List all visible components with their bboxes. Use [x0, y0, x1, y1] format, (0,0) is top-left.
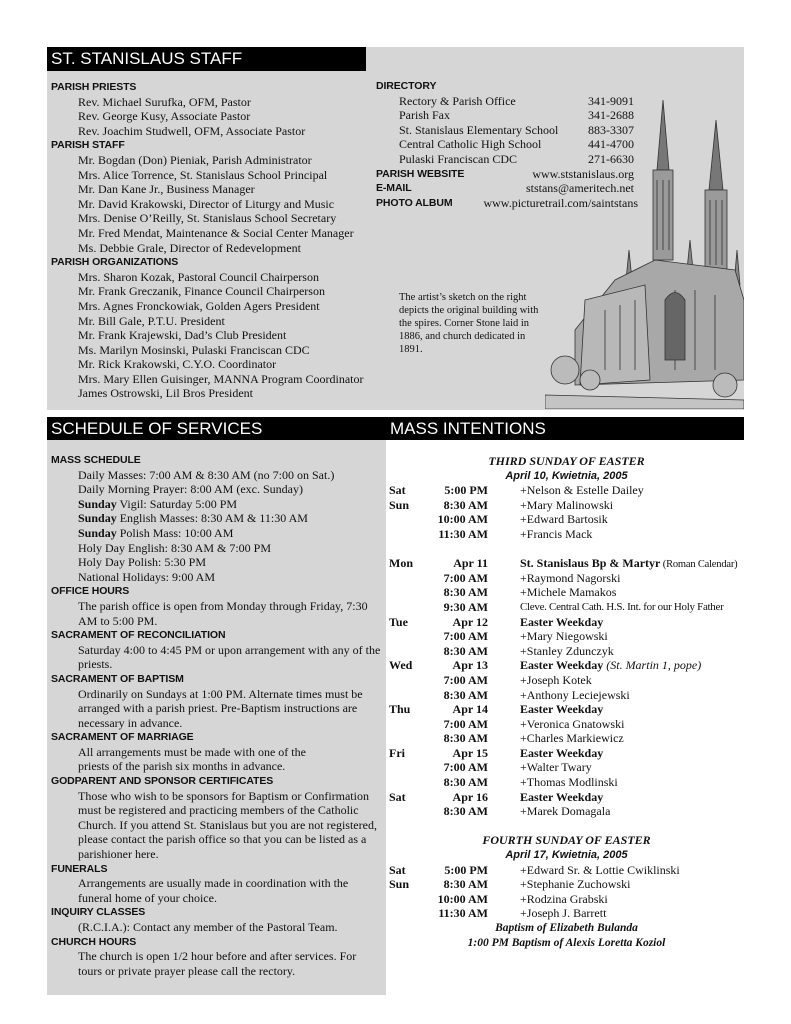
- organization-item: Ms. Marilyn Mosinski, Pulaski Franciscan CDC: [78, 342, 310, 357]
- third-sunday-title: THIRD SUNDAY OF EASTER: [488, 454, 645, 468]
- third-sunday-date: April 10, Kwietnia, 2005: [505, 469, 628, 482]
- organization-item: Mrs. Mary Ellen Guisinger, MANNA Program Coordinator: [78, 371, 364, 386]
- mass-intention-name: Easter Weekday: [520, 702, 604, 717]
- third-sunday-list: [389, 483, 744, 541]
- mass-time: 8:30 AM: [443, 585, 488, 600]
- mass-schedule-line: [51, 511, 385, 526]
- mass-intention: [520, 746, 744, 761]
- mass-intentions-column: [389, 454, 744, 950]
- mass-schedule-line: [51, 497, 385, 512]
- mass-day: [389, 527, 429, 542]
- fourth-sunday-title: FOURTH SUNDAY OF EASTER: [482, 833, 651, 848]
- email-label: E-MAIL: [376, 182, 412, 195]
- sketch-caption: The artist’s sketch on the right depicts the original building with the spires. Corner Stone laid in 1886, and church dedicated in 1891.: [399, 292, 539, 355]
- baptism-note-2: 1:00 PM Baptism of Alexis Loretta Koziol: [467, 936, 666, 949]
- mass-intention-row: [389, 892, 744, 907]
- godparent-heading: GODPARENT AND SPONSOR CERTIFICATES: [51, 775, 274, 788]
- mass-day: Wed: [389, 658, 413, 673]
- mass-intention-name: +Rodzina Grabski: [520, 891, 608, 906]
- directory-heading: DIRECTORY: [376, 80, 437, 92]
- mass-schedule-line: [51, 526, 385, 541]
- mass-intention-row: [389, 877, 744, 892]
- mass-schedule-text: English Masses: 8:30 AM & 11:30 AM: [116, 511, 308, 526]
- mass-time: 8:30 AM: [443, 877, 488, 892]
- mass-intention-row: [389, 760, 744, 775]
- baptism-note-1: Baptism of Elizabeth Bulanda: [495, 922, 638, 934]
- priest-item: Rev. George Kusy, Associate Pastor: [78, 109, 251, 124]
- staff-item: Mr. David Krakowski, Director of Liturgy and Music: [78, 196, 335, 211]
- mass-intention-row: [389, 746, 744, 761]
- mass-intention-row: [389, 498, 744, 513]
- organization-item: Mr. Frank Krajewski, Dad’s Club President: [78, 328, 287, 343]
- mass-intention: [520, 629, 744, 644]
- organization-item: James Ostrowski, Lil Bros President: [78, 386, 253, 401]
- mass-intention: [520, 512, 744, 527]
- mass-intention-name: +Francis Mack: [520, 526, 593, 541]
- mass-intentions-banner: MASS INTENTIONS: [386, 417, 744, 440]
- mass-intention-name: +Stephanie Zuchowski: [520, 877, 631, 892]
- staff-banner: ST. STANISLAUS STAFF: [47, 47, 366, 71]
- mass-intention-name: Cleve. Central Cath. H.S. Int. for our Holy Father: [520, 600, 724, 613]
- mass-schedule-text: National Holidays: 9:00 AM: [78, 569, 215, 584]
- mass-intention-row: [389, 775, 744, 790]
- staff-item: Mr. Dan Kane Jr., Business Manager: [78, 182, 255, 197]
- godparent-text: Those who wish to be sponsors for Baptism or Confirmation must be registered and practicing members of the Catholic Church. If you attend St. Stanislaus but you are not registered, please contact the parish office so that you can be listed as a parishioner here.: [78, 788, 377, 862]
- mass-intention: [520, 731, 744, 746]
- mass-schedule-text: Polish Mass: 10:00 AM: [116, 525, 234, 540]
- mass-schedule-line: [51, 570, 385, 585]
- mass-time: 11:30 AM: [438, 906, 488, 921]
- mass-intention-name: Easter Weekday: [520, 745, 604, 760]
- mass-intention-name: St. Stanislaus Bp & Martyr: [520, 556, 661, 571]
- office-hours-text: The parish office is open from Monday through Friday, 7:30 AM to 5:00 PM.: [78, 598, 368, 628]
- mass-day: [389, 804, 429, 819]
- mass-intention-row: [389, 702, 744, 717]
- schedule-banner: SCHEDULE OF SERVICES: [47, 417, 386, 440]
- mass-intention-name: +Joseph Kotek: [520, 672, 592, 687]
- mass-intention-name: +Thomas Modlinski: [520, 775, 618, 790]
- mass-time: Apr 11: [453, 556, 488, 571]
- mass-intention-row: [389, 629, 744, 644]
- mass-intention-name: Easter Weekday: [520, 658, 604, 673]
- church-hours-text: The church is open 1/2 hour before and after services. For tours or private prayer please call the rectory.: [78, 949, 357, 978]
- mass-intention-row: [389, 615, 744, 630]
- mass-schedule-text: Holy Day English: 8:30 AM & 7:00 PM: [78, 540, 272, 555]
- directory-phone: 441-4700: [588, 137, 634, 152]
- directory-phone: 883-3307: [588, 122, 634, 137]
- marriage-heading: SACRAMENT OF MARRIAGE: [51, 731, 194, 744]
- priest-item: Rev. Joachim Studwell, OFM, Associate Pastor: [78, 123, 306, 138]
- mass-intention-note: (St. Martin 1, pope): [603, 658, 702, 673]
- mass-time: 8:30 AM: [443, 687, 488, 702]
- mass-intention-name: +Veronica Gnatowski: [520, 716, 625, 731]
- funerals-heading: FUNERALS: [51, 862, 108, 875]
- mass-schedule-text: Daily Masses: 7:00 AM & 8:30 AM (no 7:00 on Sat.): [78, 467, 335, 482]
- mass-schedule-day: Sunday: [78, 511, 117, 526]
- mass-day: Thu: [389, 702, 411, 717]
- mass-intention: [520, 600, 744, 615]
- reconciliation-heading: SACRAMENT OF RECONCILIATION: [51, 629, 226, 642]
- mass-intention-row: [389, 585, 744, 600]
- mass-schedule-text: Daily Morning Prayer: 8:00 AM (exc. Sunday): [78, 482, 303, 497]
- schedule-column: [51, 453, 385, 978]
- mass-day: Mon: [389, 556, 413, 571]
- mass-time: 10:00 AM: [437, 512, 488, 527]
- mass-intention-name: +Michele Mamakos: [520, 585, 617, 600]
- mass-intention-name: +Edward Bartosik: [520, 512, 608, 527]
- mass-intention: [520, 688, 744, 703]
- mass-day: [389, 629, 429, 644]
- mass-time: 7:00 AM: [443, 672, 488, 687]
- fourth-sunday-date: April 17, Kwietnia, 2005: [505, 849, 628, 862]
- priests-list: [51, 95, 381, 139]
- mass-time: Apr 16: [452, 789, 488, 804]
- mass-schedule-heading: MASS SCHEDULE: [51, 454, 141, 466]
- mass-time: 8:30 AM: [443, 497, 488, 512]
- mass-intention-row: [389, 790, 744, 805]
- mass-time: 7:00 AM: [443, 716, 488, 731]
- mass-intention-name: +Raymond Nagorski: [520, 570, 621, 585]
- mass-intention: [520, 775, 744, 790]
- mass-day: Fri: [389, 745, 405, 760]
- funerals-text: Arrangements are usually made in coordination with the funeral home of your choice.: [78, 876, 349, 905]
- inquiry-classes-heading: INQUIRY CLASSES: [51, 906, 146, 919]
- mass-day: Tue: [389, 614, 408, 629]
- mass-time: 7:00 AM: [443, 760, 488, 775]
- priest-item: Rev. Michael Surufka, OFM, Pastor: [78, 94, 251, 109]
- mass-time: 7:00 AM: [443, 629, 488, 644]
- organization-item: Mrs. Sharon Kozak, Pastoral Council Chairperson: [78, 269, 319, 284]
- mass-intention-name: +Joseph J. Barrett: [520, 906, 607, 921]
- mass-intention: [520, 906, 744, 921]
- mass-intention-name: Easter Weekday: [520, 789, 604, 804]
- mass-day: [389, 760, 429, 775]
- mass-intention-row: [389, 717, 744, 732]
- directory-name: Parish Fax: [399, 108, 450, 123]
- baptism-text: Ordinarily on Sundays at 1:00 PM. Alternate times must be arranged with a parish priest. Pre-Baptism instructions are necessary in advance.: [78, 686, 363, 730]
- mass-intention: [520, 498, 744, 513]
- mass-intention-row: [389, 731, 744, 746]
- mass-intention-name: +Edward Sr. & Lottie Cwiklinski: [520, 862, 680, 877]
- mass-intention-name: +Marek Domagala: [520, 804, 611, 819]
- mass-intention-row: [389, 644, 744, 659]
- mass-time: 8:30 AM: [443, 775, 488, 790]
- mass-intention-row: [389, 512, 744, 527]
- office-hours-heading: OFFICE HOURS: [51, 585, 130, 598]
- mass-intention: [520, 877, 744, 892]
- mass-time: Apr 13: [452, 658, 488, 673]
- mass-intention: [520, 892, 744, 907]
- mass-day: [389, 585, 429, 600]
- website-label: PARISH WEBSITE: [376, 167, 465, 180]
- mass-day: Sat: [389, 789, 406, 804]
- mass-schedule-line: [51, 555, 385, 570]
- mass-time: 7:00 AM: [443, 570, 488, 585]
- mass-time: Apr 15: [452, 745, 488, 760]
- photo-album-link[interactable]: www.picturetrail.com/saintstans: [483, 195, 638, 210]
- priests-heading: PARISH PRIESTS: [51, 81, 137, 93]
- mass-day: [389, 906, 429, 921]
- photo-album-label: PHOTO ALBUM: [376, 196, 453, 209]
- mass-intention-name: +Anthony Leciejewski: [520, 687, 630, 702]
- mass-day: [389, 731, 429, 746]
- mass-intention-name: +Mary Malinowski: [520, 497, 614, 512]
- organization-item: Mr. Rick Krakowski, C.Y.O. Coordinator: [78, 357, 277, 372]
- mass-day: [389, 717, 429, 732]
- website-link[interactable]: www.ststanislaus.org: [532, 166, 634, 181]
- mass-time: Apr 12: [452, 614, 488, 629]
- mass-intention-row: [389, 527, 744, 542]
- mass-intention: [520, 527, 744, 542]
- inquiry-classes-text: (R.C.I.A.): Contact any member of the Pastoral Team.: [78, 920, 338, 934]
- mass-intention-row: [389, 600, 744, 615]
- mass-intention-name: +Mary Niegowski: [520, 629, 608, 644]
- organizations-heading: PARISH ORGANIZATIONS: [51, 256, 179, 269]
- directory-name: Rectory & Parish Office: [399, 93, 516, 108]
- directory-phone: 341-2688: [588, 108, 634, 123]
- mass-day: [389, 512, 429, 527]
- mass-intention-row: [389, 556, 744, 571]
- church-sketch-image: [545, 100, 744, 409]
- mass-day: Sun: [389, 497, 410, 512]
- staff-heading: PARISH STAFF: [51, 139, 125, 152]
- mass-time: 8:30 AM: [443, 804, 488, 819]
- mass-intention-name: +Charles Markiewicz: [520, 731, 624, 746]
- mass-schedule-line: [51, 468, 385, 483]
- mass-intention-note: (Roman Calendar): [660, 559, 738, 571]
- mass-day: [389, 644, 429, 659]
- mass-day: [389, 571, 429, 586]
- mass-schedule-line: [51, 541, 385, 556]
- directory-name: Pulaski Franciscan CDC: [399, 151, 517, 166]
- email-link[interactable]: ststans@ameritech.net: [525, 181, 634, 196]
- mass-intention: [520, 717, 744, 732]
- organization-item: Mrs. Agnes Fronckowiak, Golden Agers President: [78, 298, 320, 313]
- mass-intention: [520, 556, 744, 571]
- mass-intention-name: +Nelson & Estelle Dailey: [520, 483, 644, 498]
- directory-phone: 341-9091: [588, 93, 634, 108]
- mass-day: [389, 673, 429, 688]
- mass-intention: [520, 658, 744, 673]
- mass-intention: [520, 615, 744, 630]
- mass-intention-row: [389, 658, 744, 673]
- staff-item: Mrs. Alice Torrence, St. Stanislaus School Principal: [78, 167, 328, 182]
- mass-time: 11:30 AM: [438, 526, 488, 541]
- staff-item: Mrs. Denise O’Reilly, St. Stanislaus School Secretary: [78, 211, 337, 226]
- mass-intention: [520, 863, 744, 878]
- directory-phone: 271-6630: [588, 151, 634, 166]
- staff-item: Ms. Debbie Grale, Director of Redevelopment: [78, 240, 301, 255]
- baptism-heading: SACRAMENT OF BAPTISM: [51, 672, 184, 685]
- mass-intention-row: [389, 571, 744, 586]
- directory-name: Central Catholic High School: [399, 137, 542, 152]
- mass-intention-row: [389, 906, 744, 921]
- mass-day: [389, 775, 429, 790]
- mass-intention: [520, 644, 744, 659]
- mass-intention: [520, 760, 744, 775]
- staff-item: Mr. Bogdan (Don) Pieniak, Parish Administrator: [78, 152, 312, 167]
- organization-item: Mr. Frank Greczanik, Finance Council Chairperson: [78, 284, 325, 299]
- mass-day: Sat: [389, 483, 406, 498]
- mass-intention-name: +Walter Twary: [520, 760, 592, 775]
- mass-time: 8:30 AM: [443, 731, 488, 746]
- mass-intention: [520, 483, 744, 498]
- weekday-list: [389, 556, 744, 819]
- mass-intention: [520, 790, 744, 805]
- mass-intention-row: [389, 804, 744, 819]
- mass-schedule-list: [51, 468, 385, 585]
- mass-time: 8:30 AM: [443, 643, 488, 658]
- mass-time: 5:00 PM: [444, 483, 488, 498]
- staff-item: Mr. Fred Mendat, Maintenance & Social Center Manager: [78, 225, 354, 240]
- reconciliation-text: Saturday 4:00 to 4:45 PM or upon arrangement with any of the priests.: [78, 642, 381, 672]
- mass-intention: [520, 571, 744, 586]
- mass-day: Sat: [389, 862, 406, 877]
- mass-time: 5:00 PM: [444, 862, 488, 877]
- mass-schedule-day: Sunday: [78, 525, 117, 540]
- staff-column: [51, 80, 381, 401]
- directory-name: St. Stanislaus Elementary School: [399, 122, 559, 137]
- mass-day: [389, 688, 429, 703]
- mass-schedule-day: Sunday: [78, 496, 117, 511]
- mass-intention: [520, 702, 744, 717]
- mass-intention: [520, 804, 744, 819]
- mass-time: Apr 14: [452, 702, 488, 717]
- mass-schedule-text: Holy Day Polish: 5:30 PM: [78, 555, 207, 570]
- mass-time: 9:30 AM: [443, 599, 488, 614]
- mass-intention-name: +Stanley Zdunczyk: [520, 643, 614, 658]
- organization-item: Mr. Bill Gale, P.T.U. President: [78, 313, 225, 328]
- staff-list: [51, 153, 381, 255]
- mass-intention: [520, 673, 744, 688]
- mass-intention-row: [389, 863, 744, 878]
- mass-intention-row: [389, 483, 744, 498]
- mass-intention-name: Easter Weekday: [520, 614, 604, 629]
- mass-intention: [520, 585, 744, 600]
- mass-intention-row: [389, 673, 744, 688]
- mass-schedule-text: Vigil: Saturday 5:00 PM: [116, 496, 238, 511]
- mass-intention-row: [389, 688, 744, 703]
- fourth-sunday-list: [389, 863, 744, 921]
- organizations-list: [51, 270, 381, 401]
- mass-day: Sun: [389, 877, 410, 892]
- marriage-text: All arrangements must be made with one of the priests of the parish six months in advance.: [78, 744, 306, 774]
- church-hours-heading: CHURCH HOURS: [51, 935, 137, 948]
- mass-time: 10:00 AM: [437, 891, 488, 906]
- mass-schedule-line: [51, 482, 385, 497]
- mass-day: [389, 892, 429, 907]
- mass-day: [389, 600, 429, 615]
